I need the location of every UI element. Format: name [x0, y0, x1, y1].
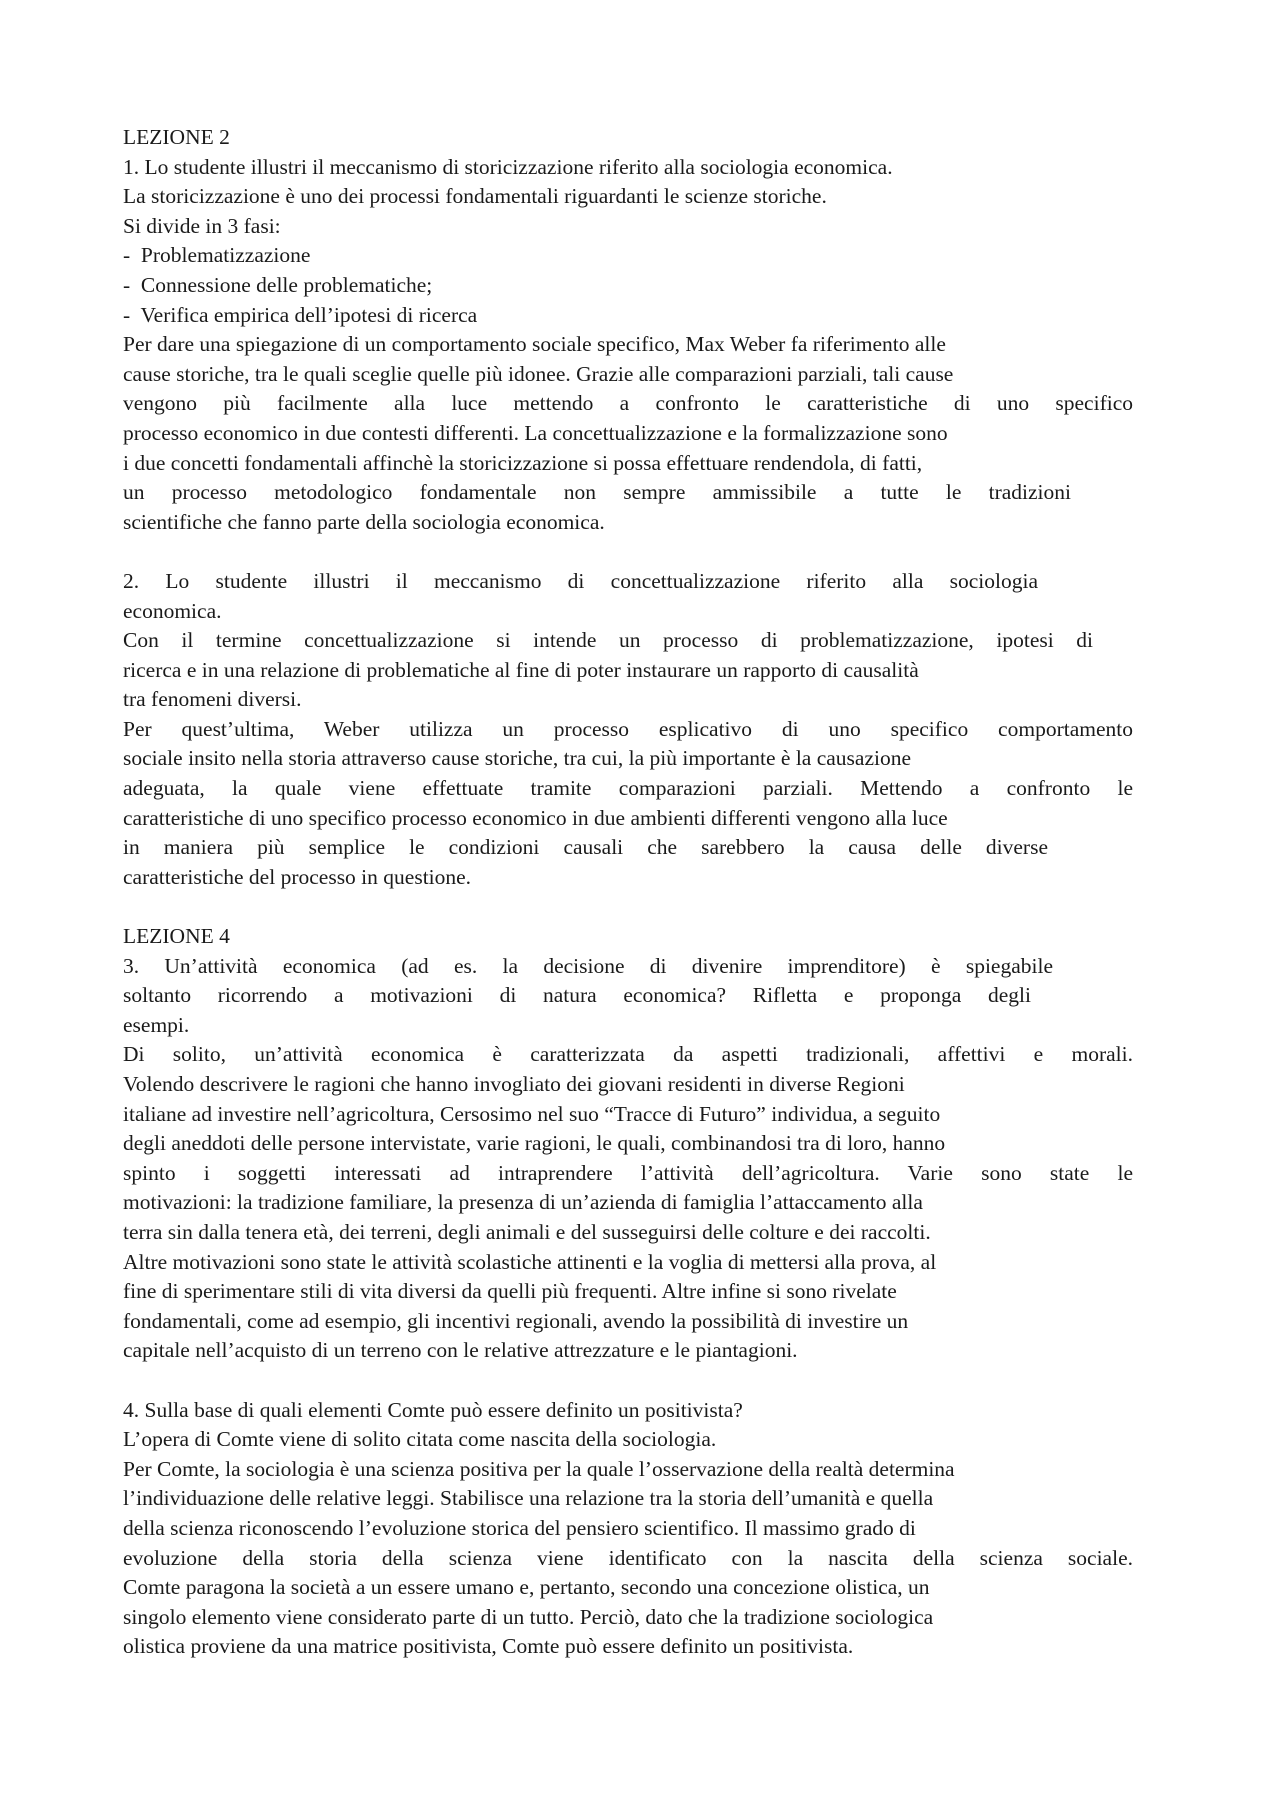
q3-answer-line: Altre motivazioni sono state le attività scolastiche attinenti e la voglia di mettersi alla prova, al [123, 1249, 937, 1274]
q3-answer-line: motivazioni: la tradizione familiare, la presenza di un’azienda di famiglia l’attaccamento alla [123, 1190, 923, 1215]
q4-answer-line: l’individuazione delle relative leggi. Stabilisce una relazione tra la storia dell’umanità e quella [123, 1486, 934, 1511]
q3-answer-line: Di solito, un’attività economica è caratterizzata da aspetti tradizionali, affettivi e morali. [123, 1042, 1133, 1067]
q4-answer-line: evoluzione della storia della scienza viene identificato con la nascita della scienza sociale. [123, 1545, 1133, 1570]
q4-answer-line: L’opera di Comte viene di solito citata come nascita della sociologia. [123, 1427, 717, 1452]
document-page [123, 123, 1133, 1662]
q2-question-line: economica. [123, 598, 222, 623]
q1-answer-line: i due concetti fondamentali affinchè la storicizzazione si possa effettuare rendendola, di fatti, [123, 450, 923, 475]
q3-answer-line: Volendo descrivere le ragioni che hanno invogliato dei giovani residenti in diverse Regioni [123, 1072, 905, 1096]
q1-intro-1: La storicizzazione è uno dei processi fondamentali riguardanti le scienze storiche. [123, 184, 827, 209]
q1-answer-line: vengono più facilmente alla luce mettendo a confronto le caratteristiche di uno specifico [123, 391, 1133, 416]
q4-answer-line: della scienza riconoscendo l’evoluzione storica del pensiero scientifico. Il massimo grado di [123, 1515, 916, 1540]
lesson-2-heading: LEZIONE 2 [123, 125, 230, 149]
spacer [123, 892, 1133, 922]
q1-answer-line: Per dare una spiegazione di un comportamento sociale specifico, Max Weber fa riferimento alle [123, 332, 946, 357]
q3-question-line: esempi. [123, 1012, 190, 1037]
q3-answer-line: degli aneddoti delle persone intervistate, varie ragioni, le quali, combinandosi tra di loro, hanno [123, 1131, 946, 1156]
q2-answer-line: sociale insito nella storia attraverso cause storiche, tra cui, la più importante è la causazione [123, 746, 912, 771]
q1-intro-2: Si divide in 3 fasi: [123, 213, 281, 238]
q3-question-line: soltanto ricorrendo a motivazioni di natura economica? Rifletta e proponga degli [123, 983, 1031, 1008]
q2-answer-line: Con il termine concettualizzazione si intende un processo di problematizzazione, ipotesi di [123, 628, 1093, 653]
q3-answer-line: capitale nell’acquisto di un terreno con le relative attrezzature e le piantagioni. [123, 1338, 798, 1363]
q4-answer-line: Per Comte, la sociologia è una scienza positiva per la quale l’osservazione della realtà determina [123, 1456, 955, 1481]
q1-phase-1: - Problematizzazione [123, 243, 311, 268]
q2-answer-line: in maniera più semplice le condizioni causali che sarebbero la causa delle diverse [123, 835, 1048, 860]
q1-phase-3: - Verifica empirica dell’ipotesi di ricerca [123, 302, 478, 327]
q1-answer-line: un processo metodologico fondamentale non sempre ammissibile a tutte le tradizioni [123, 480, 1071, 505]
q2-question-line: 2. Lo studente illustri il meccanismo di concettualizzazione riferito alla sociologia [123, 568, 1038, 593]
q1-answer-line: scientifiche che fanno parte della sociologia economica. [123, 509, 605, 534]
q1-question: 1. Lo studente illustri il meccanismo di storicizzazione riferito alla sociologia economica. [123, 154, 893, 179]
q2-answer-line: ricerca e in una relazione di problematiche al fine di poter instaurare un rapporto di causalità [123, 657, 919, 682]
spacer [123, 537, 1133, 567]
q3-answer-line: terra sin dalla tenera età, dei terreni, degli animali e del susseguirsi delle colture e dei raccolti. [123, 1219, 931, 1244]
q2-answer-line: caratteristiche di uno specifico processo economico in due ambienti differenti vengono alla luce [123, 805, 948, 830]
q3-answer-line: fondamentali, come ad esempio, gli incentivi regionali, avendo la possibilità di investire un [123, 1308, 909, 1333]
lesson-4-heading: LEZIONE 4 [123, 924, 230, 949]
q3-answer-line: italiane ad investire nell’agricoltura, Cersosimo nel suo “Tracce di Futuro” individua, a seguito [123, 1101, 941, 1126]
q4-question: 4. Sulla base di quali elementi Comte può essere definito un positivista? [123, 1397, 743, 1422]
q1-answer-line: cause storiche, tra le quali sceglie quelle più idonee. Grazie alle comparazioni parziali, tali cause [123, 361, 954, 386]
spacer [123, 1366, 1133, 1396]
q4-answer-line: singolo elemento viene considerato parte di un tutto. Perciò, dato che la tradizione sociologica [123, 1604, 934, 1629]
q3-question-line: 3. Un’attività economica (ad es. la decisione di divenire imprenditore) è spiegabile [123, 953, 1053, 978]
q3-answer-line: fine di sperimentare stili di vita diversi da quelli più frequenti. Altre infine si sono rivelate [123, 1279, 897, 1304]
q4-answer-line: Comte paragona la società a un essere umano e, pertanto, secondo una concezione olistica, un [123, 1575, 930, 1600]
q2-answer-line: adeguata, la quale viene effettuate tramite comparazioni parziali. Mettendo a confronto le [123, 776, 1133, 801]
q2-answer-line: Per quest’ultima, Weber utilizza un processo esplicativo di uno specifico comportamento [123, 716, 1133, 741]
q3-answer-line: spinto i soggetti interessati ad intraprendere l’attività dell’agricoltura. Varie sono state le [123, 1160, 1133, 1185]
q1-answer-line: processo economico in due contesti differenti. La concettualizzazione e la formalizzazione sono [123, 420, 948, 445]
q1-phase-2: - Connessione delle problematiche; [123, 272, 433, 297]
q4-answer-line: olistica proviene da una matrice positivista, Comte può essere definito un positivista. [123, 1634, 854, 1659]
q2-answer-line: tra fenomeni diversi. [123, 687, 302, 712]
q2-answer-line: caratteristiche del processo in questione. [123, 864, 472, 889]
